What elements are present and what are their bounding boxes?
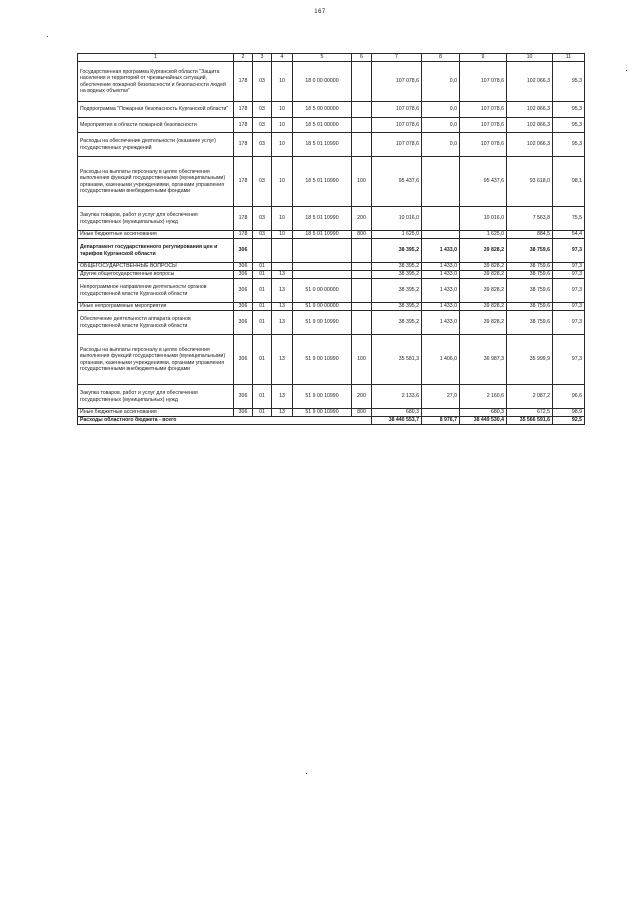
- cell-adm: 306: [234, 303, 253, 311]
- cell-name: Расходы на выплаты персоналу в целях обеспечения выполнения функций государственными (муниципальными) органами, казенными учреждениями, органами управления государственными внебюджетными фондами: [78, 335, 234, 385]
- cell-subsection: 10: [272, 118, 293, 133]
- cell-section: 03: [253, 207, 272, 231]
- table-row: [78, 62, 585, 102]
- cell-refined-plan: 39 828,2: [460, 311, 507, 335]
- table-row: [78, 239, 585, 263]
- table-row: [78, 409, 585, 417]
- cell-plan: 107 078,6: [372, 118, 422, 133]
- cell-plan: 38 440 553,7: [372, 417, 422, 425]
- cell-percent: 97,3: [553, 335, 585, 385]
- cell-executed: 102 066,3: [507, 118, 553, 133]
- cell-executed: 38 759,6: [507, 263, 553, 271]
- cell-percent: 97,3: [553, 279, 585, 303]
- cell-plan: 35 581,3: [372, 335, 422, 385]
- cell-target-article: 18 5 01 10990: [293, 157, 352, 207]
- cell-target-article: 18 5 01 00000: [293, 118, 352, 133]
- cell-name: Государственная программа Курганской области "Защита населения и территорий от чрезвычайных ситуаций, обеспечение пожарной безопасности и безопасности людей на водных объектах": [78, 62, 234, 102]
- cell-percent: 97,3: [553, 263, 585, 271]
- cell-target-article: [293, 263, 352, 271]
- scan-speck: [306, 773, 307, 774]
- cell-adm: 306: [234, 279, 253, 303]
- cell-plan: 2 133,6: [372, 385, 422, 409]
- cell-adm: 306: [234, 239, 253, 263]
- cell-refined-plan: 39 828,2: [460, 303, 507, 311]
- cell-plan: 107 078,6: [372, 62, 422, 102]
- cell-subsection: [272, 263, 293, 271]
- cell-change: 27,0: [422, 385, 460, 409]
- table-row: [78, 118, 585, 133]
- table-row: [78, 263, 585, 271]
- cell-expense-type: [352, 303, 372, 311]
- cell-section: 01: [253, 263, 272, 271]
- cell-target-article: 51 9 00 00000: [293, 303, 352, 311]
- cell-name: Закупка товаров, работ и услуг для обеспечения государственных (муниципальных) нужд: [78, 385, 234, 409]
- cell-plan: 1 625,0: [372, 231, 422, 239]
- cell-adm: 306: [234, 271, 253, 279]
- page-number: 167: [314, 9, 326, 15]
- cell-name: Закупка товаров, работ и услуг для обеспечения государственных (муниципальных) нужд: [78, 207, 234, 231]
- cell-subsection: 10: [272, 207, 293, 231]
- cell-section: 03: [253, 231, 272, 239]
- cell-subsection: 10: [272, 157, 293, 207]
- header-cell-1: 1: [78, 54, 234, 62]
- cell-change: 0,0: [422, 133, 460, 157]
- header-cell-7: 7: [372, 54, 422, 62]
- cell-executed: 35 566 591,6: [507, 417, 553, 425]
- cell-percent: 97,3: [553, 303, 585, 311]
- header-cell-2: 2: [234, 54, 253, 62]
- cell-executed: 672,5: [507, 409, 553, 417]
- table-row: [78, 133, 585, 157]
- cell-refined-plan: 107 078,6: [460, 133, 507, 157]
- cell-subsection: 10: [272, 133, 293, 157]
- cell-section: 01: [253, 385, 272, 409]
- header-cell-10: 10: [507, 54, 553, 62]
- cell-refined-plan: 39 828,2: [460, 263, 507, 271]
- cell-target-article: [293, 271, 352, 279]
- cell-adm: 178: [234, 157, 253, 207]
- cell-executed: 38 759,6: [507, 279, 553, 303]
- table-row: [78, 335, 585, 385]
- cell-adm: 178: [234, 62, 253, 102]
- cell-section: 01: [253, 271, 272, 279]
- cell-name: Иные непрограммные мероприятия: [78, 303, 234, 311]
- cell-expense-type: 100: [352, 157, 372, 207]
- cell-plan: 107 078,6: [372, 102, 422, 118]
- cell-percent: 95,3: [553, 133, 585, 157]
- table-row: [78, 271, 585, 279]
- cell-refined-plan: 95 437,6: [460, 157, 507, 207]
- cell-plan: 95 437,6: [372, 157, 422, 207]
- cell-expense-type: [352, 102, 372, 118]
- cell-plan: 10 016,0: [372, 207, 422, 231]
- cell-refined-plan: 107 078,6: [460, 102, 507, 118]
- cell-refined-plan: 2 160,6: [460, 385, 507, 409]
- cell-plan: 38 395,2: [372, 279, 422, 303]
- cell-change: 1 433,0: [422, 311, 460, 335]
- header-cell-6: 6: [352, 54, 372, 62]
- cell-adm: 306: [234, 409, 253, 417]
- cell-section: 01: [253, 303, 272, 311]
- cell-executed: 38 759,6: [507, 239, 553, 263]
- scan-speck: [47, 36, 48, 37]
- cell-executed: 38 759,6: [507, 271, 553, 279]
- cell-expense-type: 800: [352, 231, 372, 239]
- header-cell-9: 9: [460, 54, 507, 62]
- header-cell-4: 4: [272, 54, 293, 62]
- cell-expense-type: [352, 311, 372, 335]
- total-row: [78, 417, 585, 425]
- cell-adm: 178: [234, 231, 253, 239]
- cell-target-article: 51 9 00 10990: [293, 311, 352, 335]
- cell-section: 03: [253, 157, 272, 207]
- cell-refined-plan: 107 078,6: [460, 62, 507, 102]
- budget-table: [77, 53, 585, 425]
- header-cell-11: 11: [553, 54, 585, 62]
- cell-section: [253, 239, 272, 263]
- cell-percent: 98,9: [553, 409, 585, 417]
- cell-refined-plan: 107 078,6: [460, 118, 507, 133]
- cell-expense-type: 200: [352, 385, 372, 409]
- cell-expense-type: 800: [352, 409, 372, 417]
- cell-percent: 95,3: [553, 118, 585, 133]
- table-row: [78, 311, 585, 335]
- cell-adm: 306: [234, 263, 253, 271]
- cell-expense-type: [352, 239, 372, 263]
- cell-subsection: [272, 239, 293, 263]
- cell-subsection: 10: [272, 102, 293, 118]
- cell-executed: 102 066,3: [507, 102, 553, 118]
- cell-executed: 38 759,6: [507, 303, 553, 311]
- cell-adm: 306: [234, 311, 253, 335]
- cell-adm: 178: [234, 207, 253, 231]
- cell-target-article: 18 5 01 10990: [293, 133, 352, 157]
- cell-percent: 54,4: [553, 231, 585, 239]
- cell-subsection: 13: [272, 385, 293, 409]
- cell-refined-plan: 39 828,2: [460, 239, 507, 263]
- cell-executed: 35 999,9: [507, 335, 553, 385]
- cell-executed: 102 066,3: [507, 133, 553, 157]
- cell-target-article: 51 9 00 10990: [293, 385, 352, 409]
- cell-executed: 884,5: [507, 231, 553, 239]
- scan-speck: [626, 70, 627, 71]
- cell-adm: 306: [234, 335, 253, 385]
- cell-name: Непрограммное направление деятельности органов государственной власти Курганской области: [78, 279, 234, 303]
- cell-plan: 38 395,2: [372, 311, 422, 335]
- cell-percent: 97,3: [553, 271, 585, 279]
- cell-change: 1 433,0: [422, 239, 460, 263]
- table-header-row: [78, 54, 585, 62]
- cell-section: 03: [253, 133, 272, 157]
- cell-adm: 178: [234, 133, 253, 157]
- cell-name: Мероприятия в области пожарной безопасности: [78, 118, 234, 133]
- cell-expense-type: [352, 271, 372, 279]
- cell-change: [422, 207, 460, 231]
- cell-plan: 38 395,2: [372, 263, 422, 271]
- cell-change: 1 433,0: [422, 303, 460, 311]
- cell-name: Иные бюджетные ассигнования: [78, 231, 234, 239]
- cell-refined-plan: 36 987,3: [460, 335, 507, 385]
- cell-change: 8 976,7: [422, 417, 460, 425]
- table-row: [78, 231, 585, 239]
- cell-section: 03: [253, 102, 272, 118]
- cell-change: 1 433,0: [422, 279, 460, 303]
- cell-target-article: [293, 239, 352, 263]
- cell-expense-type: [352, 118, 372, 133]
- cell-subsection: 13: [272, 311, 293, 335]
- cell-name: Департамент государственного регулирования цен и тарифов Курганской области: [78, 239, 234, 263]
- cell-change: 1 406,0: [422, 335, 460, 385]
- cell-subsection: 13: [272, 271, 293, 279]
- table-row: [78, 303, 585, 311]
- cell-plan: 680,3: [372, 409, 422, 417]
- cell-change: 0,0: [422, 62, 460, 102]
- cell-section: 01: [253, 279, 272, 303]
- cell-name: Подпрограмма "Пожарная безопасность Курганской области": [78, 102, 234, 118]
- cell-change: 0,0: [422, 118, 460, 133]
- cell-target-article: 18 0 00 00000: [293, 62, 352, 102]
- cell-refined-plan: 39 828,2: [460, 271, 507, 279]
- cell-target-article: 18 5 01 10990: [293, 207, 352, 231]
- cell-subsection: 13: [272, 303, 293, 311]
- cell-section: 01: [253, 409, 272, 417]
- cell-subsection: 13: [272, 409, 293, 417]
- cell-executed: 2 087,2: [507, 385, 553, 409]
- cell-change: [422, 157, 460, 207]
- header-cell-5: 5: [293, 54, 352, 62]
- cell-section: 03: [253, 118, 272, 133]
- cell-expense-type: 100: [352, 335, 372, 385]
- table-row: [78, 157, 585, 207]
- cell-expense-type: 200: [352, 207, 372, 231]
- cell-executed: 7 563,8: [507, 207, 553, 231]
- cell-adm: 306: [234, 385, 253, 409]
- cell-executed: 102 066,3: [507, 62, 553, 102]
- cell-name: Обеспечение деятельности аппарата органов государственной власти Курганской области: [78, 311, 234, 335]
- cell-change: [422, 231, 460, 239]
- cell-percent: 97,3: [553, 311, 585, 335]
- cell-expense-type: [352, 133, 372, 157]
- cell-adm: 178: [234, 118, 253, 133]
- cell-expense-type: [352, 279, 372, 303]
- cell-target-article: 51 9 00 10990: [293, 335, 352, 385]
- cell-target-article: 51 9 00 10990: [293, 409, 352, 417]
- table-row: [78, 279, 585, 303]
- cell-percent: 96,6: [553, 385, 585, 409]
- cell-percent: 92,5: [553, 417, 585, 425]
- cell-change: 1 433,0: [422, 263, 460, 271]
- cell-name: Расходы областного бюджета - всего: [78, 417, 372, 425]
- cell-target-article: 18 5 00 00000: [293, 102, 352, 118]
- cell-target-article: 51 0 00 00000: [293, 279, 352, 303]
- cell-subsection: 13: [272, 279, 293, 303]
- cell-name: Другие общегосударственные вопросы: [78, 271, 234, 279]
- cell-refined-plan: 10 016,0: [460, 207, 507, 231]
- cell-name: ОБЩЕГОСУДАРСТВЕННЫЕ ВОПРОСЫ: [78, 263, 234, 271]
- cell-adm: 178: [234, 102, 253, 118]
- cell-executed: 93 618,0: [507, 157, 553, 207]
- cell-expense-type: [352, 62, 372, 102]
- cell-refined-plan: 1 625,0: [460, 231, 507, 239]
- cell-plan: 38 395,2: [372, 239, 422, 263]
- cell-section: 01: [253, 311, 272, 335]
- cell-percent: 98,1: [553, 157, 585, 207]
- table-row: [78, 385, 585, 409]
- cell-percent: 97,3: [553, 239, 585, 263]
- cell-percent: 75,5: [553, 207, 585, 231]
- table-row: [78, 207, 585, 231]
- cell-plan: 38 395,2: [372, 303, 422, 311]
- header-cell-8: 8: [422, 54, 460, 62]
- cell-plan: 107 078,6: [372, 133, 422, 157]
- cell-subsection: 10: [272, 231, 293, 239]
- cell-percent: 95,3: [553, 102, 585, 118]
- cell-change: [422, 409, 460, 417]
- cell-plan: 38 395,2: [372, 271, 422, 279]
- cell-name: Расходы на выплаты персоналу в целях обеспечения выполнения функций государственными (муниципальными) органами, казенными учреждениями, органами управления государственными внебюджетными фондами: [78, 157, 234, 207]
- cell-name: Расходы на обеспечение деятельности (оказание услуг) государственных учреждений: [78, 133, 234, 157]
- cell-refined-plan: 39 828,2: [460, 279, 507, 303]
- cell-section: 03: [253, 62, 272, 102]
- cell-refined-plan: 38 449 530,4: [460, 417, 507, 425]
- cell-refined-plan: 680,3: [460, 409, 507, 417]
- cell-expense-type: [352, 263, 372, 271]
- cell-change: 0,0: [422, 102, 460, 118]
- table-row: [78, 102, 585, 118]
- cell-target-article: 18 5 01 10990: [293, 231, 352, 239]
- cell-executed: 38 759,6: [507, 311, 553, 335]
- cell-name: Иные бюджетные ассигнования: [78, 409, 234, 417]
- cell-subsection: 13: [272, 335, 293, 385]
- header-cell-3: 3: [253, 54, 272, 62]
- cell-change: 1 433,0: [422, 271, 460, 279]
- cell-subsection: 10: [272, 62, 293, 102]
- cell-percent: 95,3: [553, 62, 585, 102]
- cell-section: 01: [253, 335, 272, 385]
